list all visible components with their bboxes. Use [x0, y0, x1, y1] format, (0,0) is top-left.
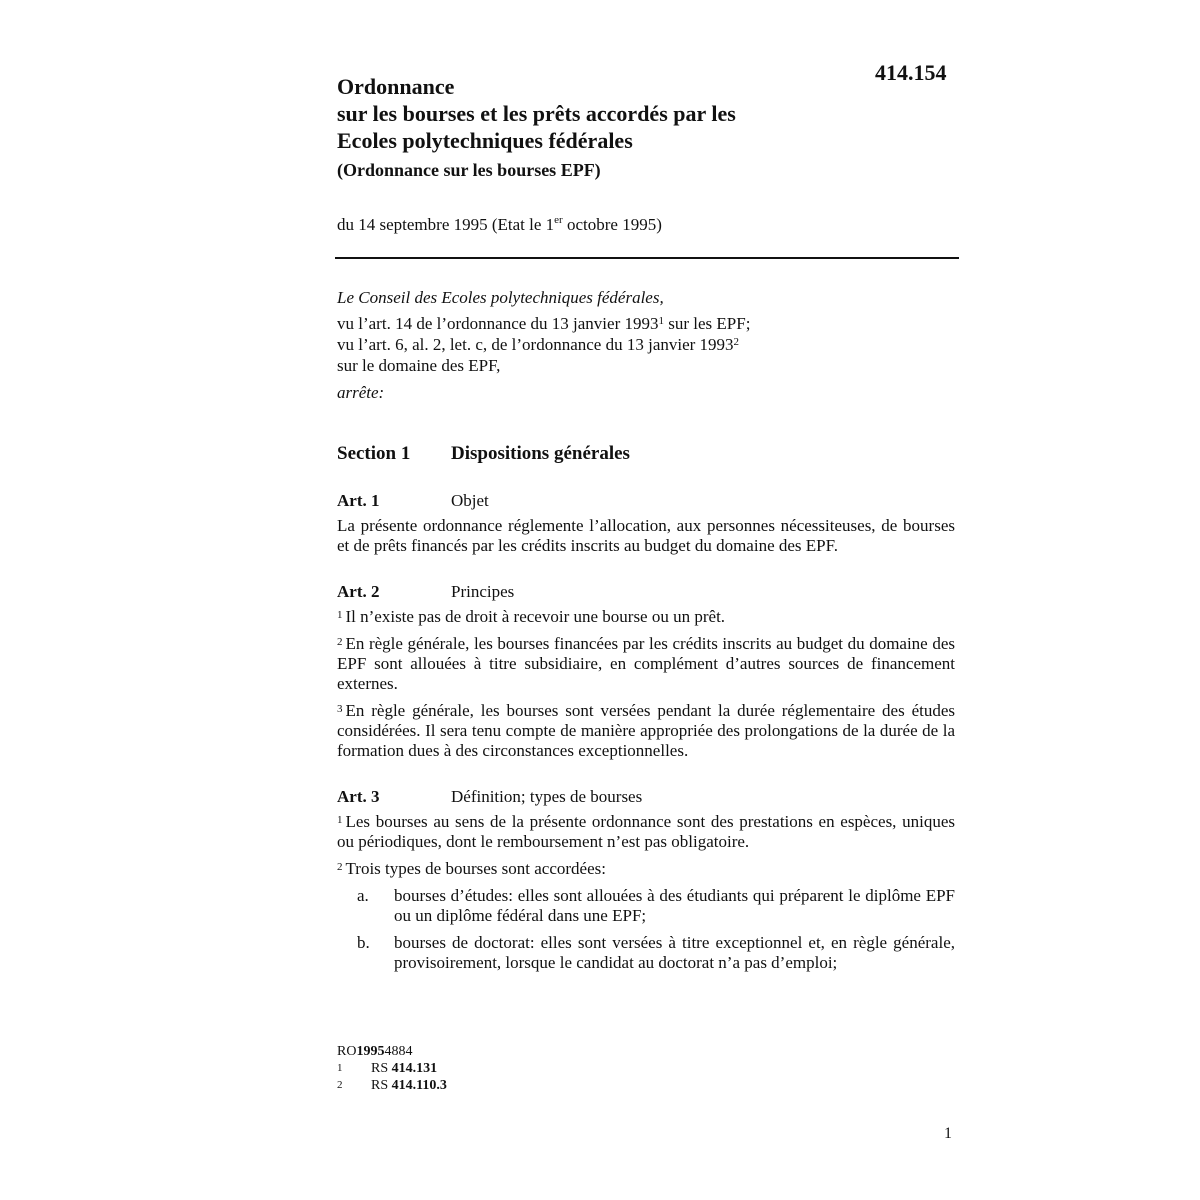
article-heading [337, 490, 955, 512]
preamble-text: vu l’art. 6, al. 2, let. c, de l’ordonnance du 13 janvier 1993 [337, 335, 734, 354]
article-title: Objet [451, 491, 489, 510]
title-line: Ecoles polytechniques fédérales [337, 128, 633, 153]
paragraph-text: En règle générale, les bourses sont versées pendant la durée réglementaire des études considérées. Il sera tenu compte de manière appropriée des prolongations de la durée de la formation dues à des circonstances exceptionnelles. [337, 701, 955, 760]
paragraph-number: 3 [337, 703, 343, 715]
preamble-authority: Le Conseil des Ecoles polytechniques fédérales, [337, 288, 664, 307]
article-paragraph: La présente ordonnance réglemente l’allocation, aux personnes nécessiteuses, de bourses et de prêts financés par les crédits inscrits au budget du domaine des EPF. [337, 516, 955, 555]
document-body [337, 442, 955, 998]
list-letter: b. [357, 933, 370, 952]
article-paragraph [337, 701, 955, 761]
article-number: Art. 3 [337, 787, 380, 806]
preamble-decrees: arrête: [337, 383, 385, 402]
list-item [337, 886, 955, 926]
footnote-text: 1995 [356, 1044, 385, 1059]
article-2 [337, 581, 955, 761]
footnotes [337, 1043, 447, 1094]
paragraph-number: 2 [337, 861, 343, 873]
short-title: (Ordonnance sur les bourses EPF) [337, 160, 601, 180]
article-paragraph [337, 634, 955, 694]
header-divider [335, 257, 959, 259]
list-letter: a. [357, 886, 369, 905]
preamble-text: vu l’art. 14 de l’ordonnance du 13 janvier 1993 [337, 314, 659, 333]
page-number: 1 [944, 1125, 952, 1142]
article-heading [337, 786, 955, 808]
preamble-legal-basis-3: sur le domaine des EPF, [337, 356, 501, 375]
title-line: sur les bourses et les prêts accordés par les [337, 101, 736, 126]
preamble-legal-basis-2 [337, 334, 957, 355]
footnote-text: RS [371, 1078, 389, 1093]
article-paragraph [337, 812, 955, 852]
paragraph-text: Trois types de bourses sont accordées: [345, 859, 606, 878]
footnote-text: 4884 [384, 1044, 413, 1059]
article-paragraph [337, 607, 955, 627]
list-item-text: bourses de doctorat: elles sont versées à titre exceptionnel et, en règle générale, provisoirement, lorsque le candidat au doctorat n’a pas d’emploi; [394, 933, 955, 972]
paragraph-text: En règle générale, les bourses financées par les crédits inscrits au budget du domaine des EPF sont allouées à titre subsidiaire, en complément d’autres sources de financement externes. [337, 634, 955, 693]
footnote-text: RO [337, 1044, 357, 1059]
article-heading [337, 581, 955, 603]
article-1 [337, 490, 955, 556]
list-item-text: bourses d’études: elles sont allouées à des étudiants qui préparent le diplôme EPF ou un diplôme fédéral dans une EPF; [394, 886, 955, 925]
preamble-legal-basis-1 [337, 313, 957, 334]
date-prefix: du 14 septembre 1995 (Etat le 1 [337, 215, 555, 234]
footnote-ref-2[interactable]: 2 [733, 336, 740, 348]
document-title [337, 73, 877, 182]
list-item [337, 933, 955, 973]
section-heading [337, 442, 955, 466]
footnote-text: RS [371, 1061, 389, 1076]
preamble-text: sur les EPF; [664, 314, 751, 333]
article-title: Définition; types de bourses [451, 787, 643, 806]
document-number: 414.154 [875, 60, 947, 85]
paragraph-text: Les bourses au sens de la présente ordonnance sont des prestations en espèces, uniques ou périodiques, dont le remboursement n’est pas obligatoire. [337, 812, 955, 851]
article-paragraph [337, 859, 955, 879]
date-suffix: octobre 1995) [562, 215, 662, 234]
title-line: Ordonnance [337, 74, 455, 99]
article-number: Art. 2 [337, 582, 380, 601]
paragraph-number: 1 [337, 609, 343, 621]
footnote-text: 414.131 [391, 1061, 438, 1076]
date-superscript: er [554, 214, 563, 226]
document-date [337, 215, 662, 235]
section-number: Section 1 [337, 443, 411, 464]
article-title: Principes [451, 582, 515, 601]
footnote-number: 2 [337, 1079, 343, 1091]
paragraph-number: 1 [337, 814, 343, 826]
footnote-number: 1 [337, 1062, 343, 1074]
footnote-ref-1[interactable]: 1 [658, 315, 664, 327]
official-compilation-ref [337, 1043, 447, 1060]
paragraph-text: Il n’existe pas de droit à recevoir une bourse ou un prêt. [345, 607, 726, 626]
article-number: Art. 1 [337, 491, 380, 510]
article-3 [337, 786, 955, 973]
footnote-text: 414.110.3 [391, 1078, 447, 1093]
paragraph-number: 2 [337, 636, 343, 648]
footnote-2 [337, 1077, 447, 1094]
section-title: Dispositions générales [451, 443, 630, 464]
preamble [337, 287, 957, 403]
footnote-1 [337, 1060, 447, 1077]
